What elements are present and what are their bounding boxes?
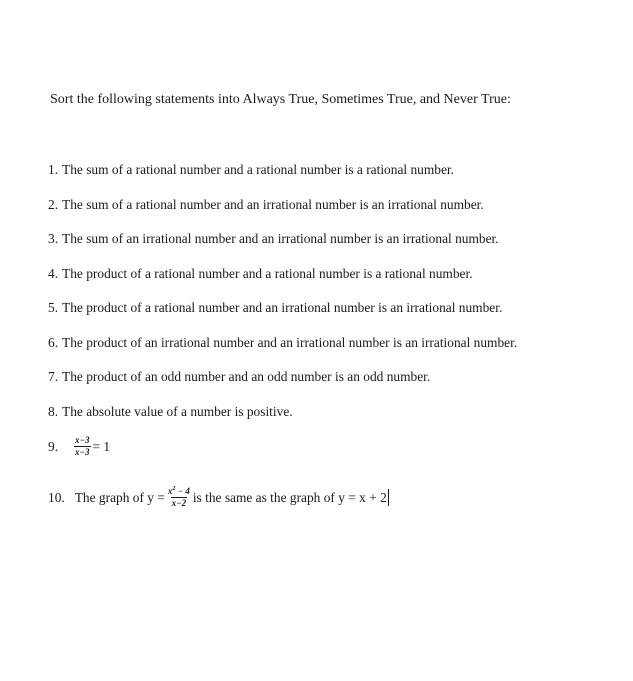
statement-prefix: The graph of y = <box>74 489 165 505</box>
statement-item <box>48 334 517 369</box>
statement-item <box>48 403 517 438</box>
statement-item-9 <box>48 436 110 457</box>
text-cursor <box>388 489 389 506</box>
statement-number: 8. <box>48 403 59 419</box>
statement-number: 5. <box>48 300 59 315</box>
statement-number: 3. <box>48 231 59 246</box>
statement-number: 1. <box>48 162 59 177</box>
statement-number: 6. <box>48 334 59 350</box>
statement-middle: is the same as the graph of y = x + 2 <box>192 489 387 505</box>
statement-number: 9. <box>48 438 59 454</box>
statement-item-10 <box>48 487 389 508</box>
statement-text: The sum of a rational number and a rational number is a rational number. <box>62 162 454 177</box>
fraction-denominator: x−3 <box>75 447 90 457</box>
statement-number: 7. <box>48 369 59 384</box>
fraction-numerator <box>167 487 191 497</box>
statement-item <box>48 299 517 334</box>
statement-item <box>48 161 517 196</box>
statement-text: The product of a rational number and an irrational number is an irrational number. <box>62 300 503 315</box>
statement-list <box>48 161 517 437</box>
numerator-exponent: 2 <box>172 486 176 492</box>
statement-number: 2. <box>48 196 59 212</box>
statement-item <box>48 230 517 265</box>
statement-text: The sum of an irrational number and an irrational number is an irrational number. <box>62 231 499 246</box>
statement-text: The product of an odd number and an odd number is an odd number. <box>62 369 431 384</box>
statement-text: The product of an irrational number and an irrational number is an irrational number. <box>62 334 518 350</box>
statement-text: The absolute value of a number is positive. <box>62 403 293 419</box>
fraction-numerator: x−3 <box>75 435 90 445</box>
fraction <box>74 436 90 457</box>
instruction-text: Sort the following statements into Always True, Sometimes True, and Never True: <box>50 92 511 107</box>
statement-text: The product of a rational number and a rational number is a rational number. <box>62 265 473 281</box>
numerator-rest: − 4 <box>175 486 190 496</box>
statement-item <box>48 265 517 300</box>
equation-rhs: = 1 <box>92 438 111 454</box>
statement-item <box>48 368 517 403</box>
statement-item <box>48 196 517 231</box>
fraction-denominator: x−2 <box>171 498 187 508</box>
statement-number: 10. <box>48 489 65 505</box>
numerator-base: x <box>167 486 173 496</box>
statement-number: 4. <box>48 265 59 281</box>
statement-text: The sum of a rational number and an irrational number is an irrational number. <box>62 196 484 212</box>
fraction <box>167 487 191 508</box>
